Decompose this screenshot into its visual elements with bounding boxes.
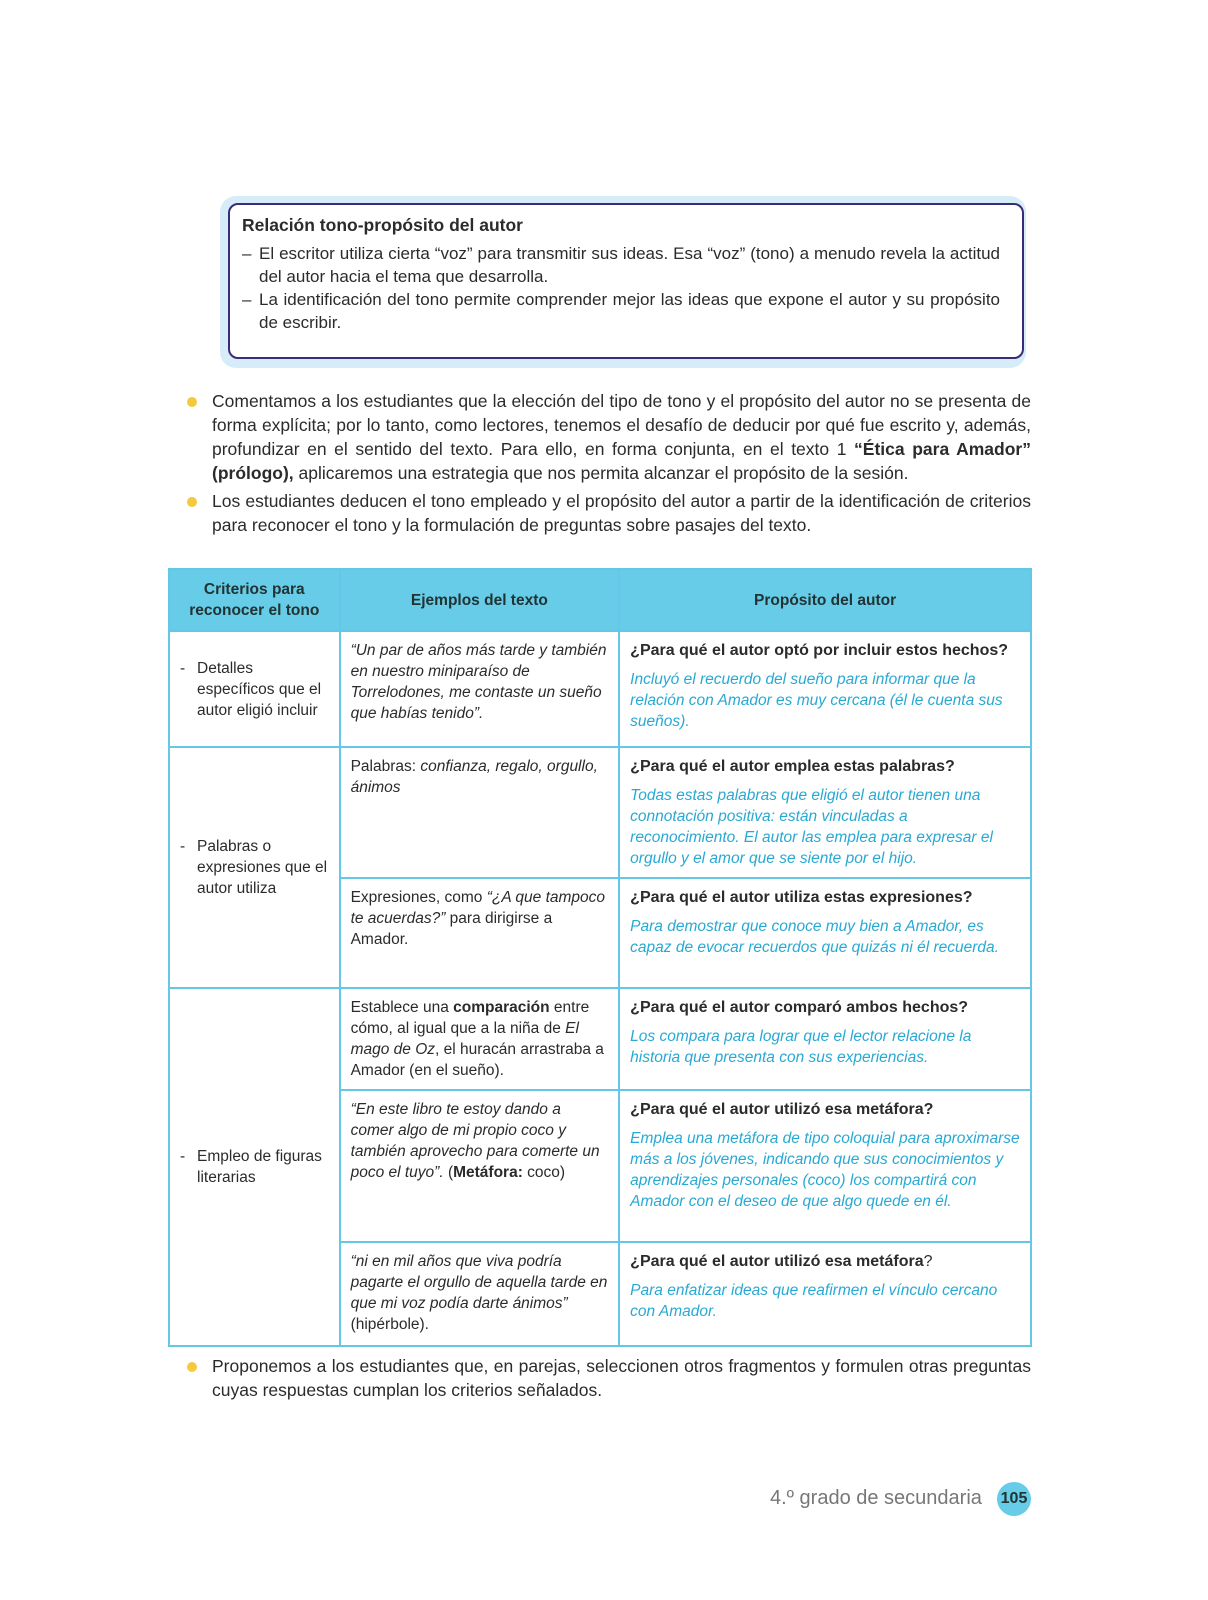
example-cell: “ni en mil años que viva podría pagarte el orgullo de aquella tarde en que mi voz podía darte ánimos” (hipérbole). [340,1242,620,1346]
tone-table [168,568,1032,1347]
header-examples: Ejemplos del texto [340,569,620,631]
purpose-cell [619,631,1031,747]
purpose-question: ¿Para qué el autor emplea estas palabras? [630,758,955,775]
info-box [228,203,1024,359]
table-row [169,988,1031,1090]
footer-grade: 4.º grado de secundaria [770,1487,982,1509]
table-row [169,631,1031,747]
purpose-question: ¿Para qué el autor utilizó esa metáfora? [630,1101,934,1118]
purpose-cell [619,1090,1031,1242]
purpose-question: ¿Para qué el autor utilizó esa metáfora? [630,1253,933,1270]
criteria-cell: - Empleo de figuras literarias [169,988,340,1346]
bullet-list-bottom [183,1354,1031,1406]
example-cell: “En este libro te estoy dando a comer algo de mi propio coco y también aprovecho para comerte un poco el tuyo”. (Metáfora: coco) [340,1090,620,1242]
purpose-answer: Todas estas palabras que eligió el autor tienen una connotación positiva: están vinculadas a reconocimiento. El autor las emplea para expresar el orgullo y el amor que se siente por el hijo. [630,787,993,867]
purpose-question: ¿Para qué el autor comparó ambos hechos? [630,999,969,1016]
bullet-list-top [183,389,1031,541]
criteria-cell: - Detalles específicos que el autor eligió incluir [169,631,340,747]
example-cell: Palabras: confianza, regalo, orgullo, ánimos [340,747,620,878]
table-row [169,747,1031,878]
purpose-question: ¿Para qué el autor utiliza estas expresiones? [630,889,973,906]
purpose-answer: Para demostrar que conoce muy bien a Amador, es capaz de evocar recuerdos que quizás ni él recuerda. [630,918,999,956]
purpose-answer: Para enfatizar ideas que reafirmen el vínculo cercano con Amador. [630,1282,998,1320]
info-box-item: – La identificación del tono permite comprender mejor las ideas que expone el autor y su propósito de escribir. [242,290,1000,332]
purpose-cell [619,878,1031,988]
purpose-cell [619,988,1031,1090]
criteria-cell: - Palabras o expresiones que el autor utiliza [169,747,340,988]
example-cell: Expresiones, como “¿A que tampoco te acuerdas?” para dirigirse a Amador. [340,878,620,988]
purpose-answer: Los compara para lograr que el lector relacione la historia que presenta con sus experiencias. [630,1028,972,1066]
example-cell: “Un par de años más tarde y también en nuestro miniparaíso de Torrelodones, me contaste un sueño que habías tenido”. [340,631,620,747]
bullet-dot-icon [187,497,197,507]
purpose-question: ¿Para qué el autor optó por incluir estos hechos? [630,642,1009,659]
info-box-item: – El escritor utiliza cierta “voz” para transmitir sus ideas. Esa “voz” (tono) a menudo revela la actitud del autor hacia el tema que desarrolla. [242,244,1000,286]
header-purpose: Propósito del autor [619,569,1031,631]
header-criteria: Criterios para reconocer el tono [169,569,340,631]
purpose-answer: Incluyó el recuerdo del sueño para informar que la relación con Amador es muy cercana (él le cuenta sus sueños). [630,671,1003,730]
page-number: 105 [997,1482,1031,1516]
bullet-dot-icon [187,1362,197,1372]
bullet-item: Comentamos a los estudiantes que la elección del tipo de tono y el propósito del autor no se presenta de forma explícita; por lo tanto, como lectores, tenemos el desafío de deducir por qué fue escrito y, además, profundizar en el sentido del texto. Para ello, en forma conjunta, en el texto 1 “Ética para Amador” (prólogo), aplicaremos una estrategia que nos permita alcanzar el propósito de la sesión. [183,389,1031,485]
example-cell: Establece una comparación entre cómo, al igual que a la niña de El mago de Oz, el huracán arrastraba a Amador (en el sueño). [340,988,620,1090]
bullet-item: Proponemos a los estudiantes que, en parejas, seleccionen otros fragmentos y formulen otras preguntas cuyas respuestas cumplan los criterios señalados. [183,1354,1031,1402]
info-box-title: Relación tono-propósito del autor [242,215,523,235]
purpose-cell [619,747,1031,878]
table-header-row [169,569,1031,631]
bullet-item: Los estudiantes deducen el tono empleado y el propósito del autor a partir de la identificación de criterios para reconocer el tono y la formulación de preguntas sobre pasajes del texto. [183,489,1031,537]
purpose-cell [619,1242,1031,1346]
purpose-answer: Emplea una metáfora de tipo coloquial para aproximarse más a los jóvenes, indicando que sus conocimientos y aprendizajes personales (coco) los compartirá con Amador con el deseo de que algo quede en él. [630,1130,1020,1210]
bullet-dot-icon [187,397,197,407]
